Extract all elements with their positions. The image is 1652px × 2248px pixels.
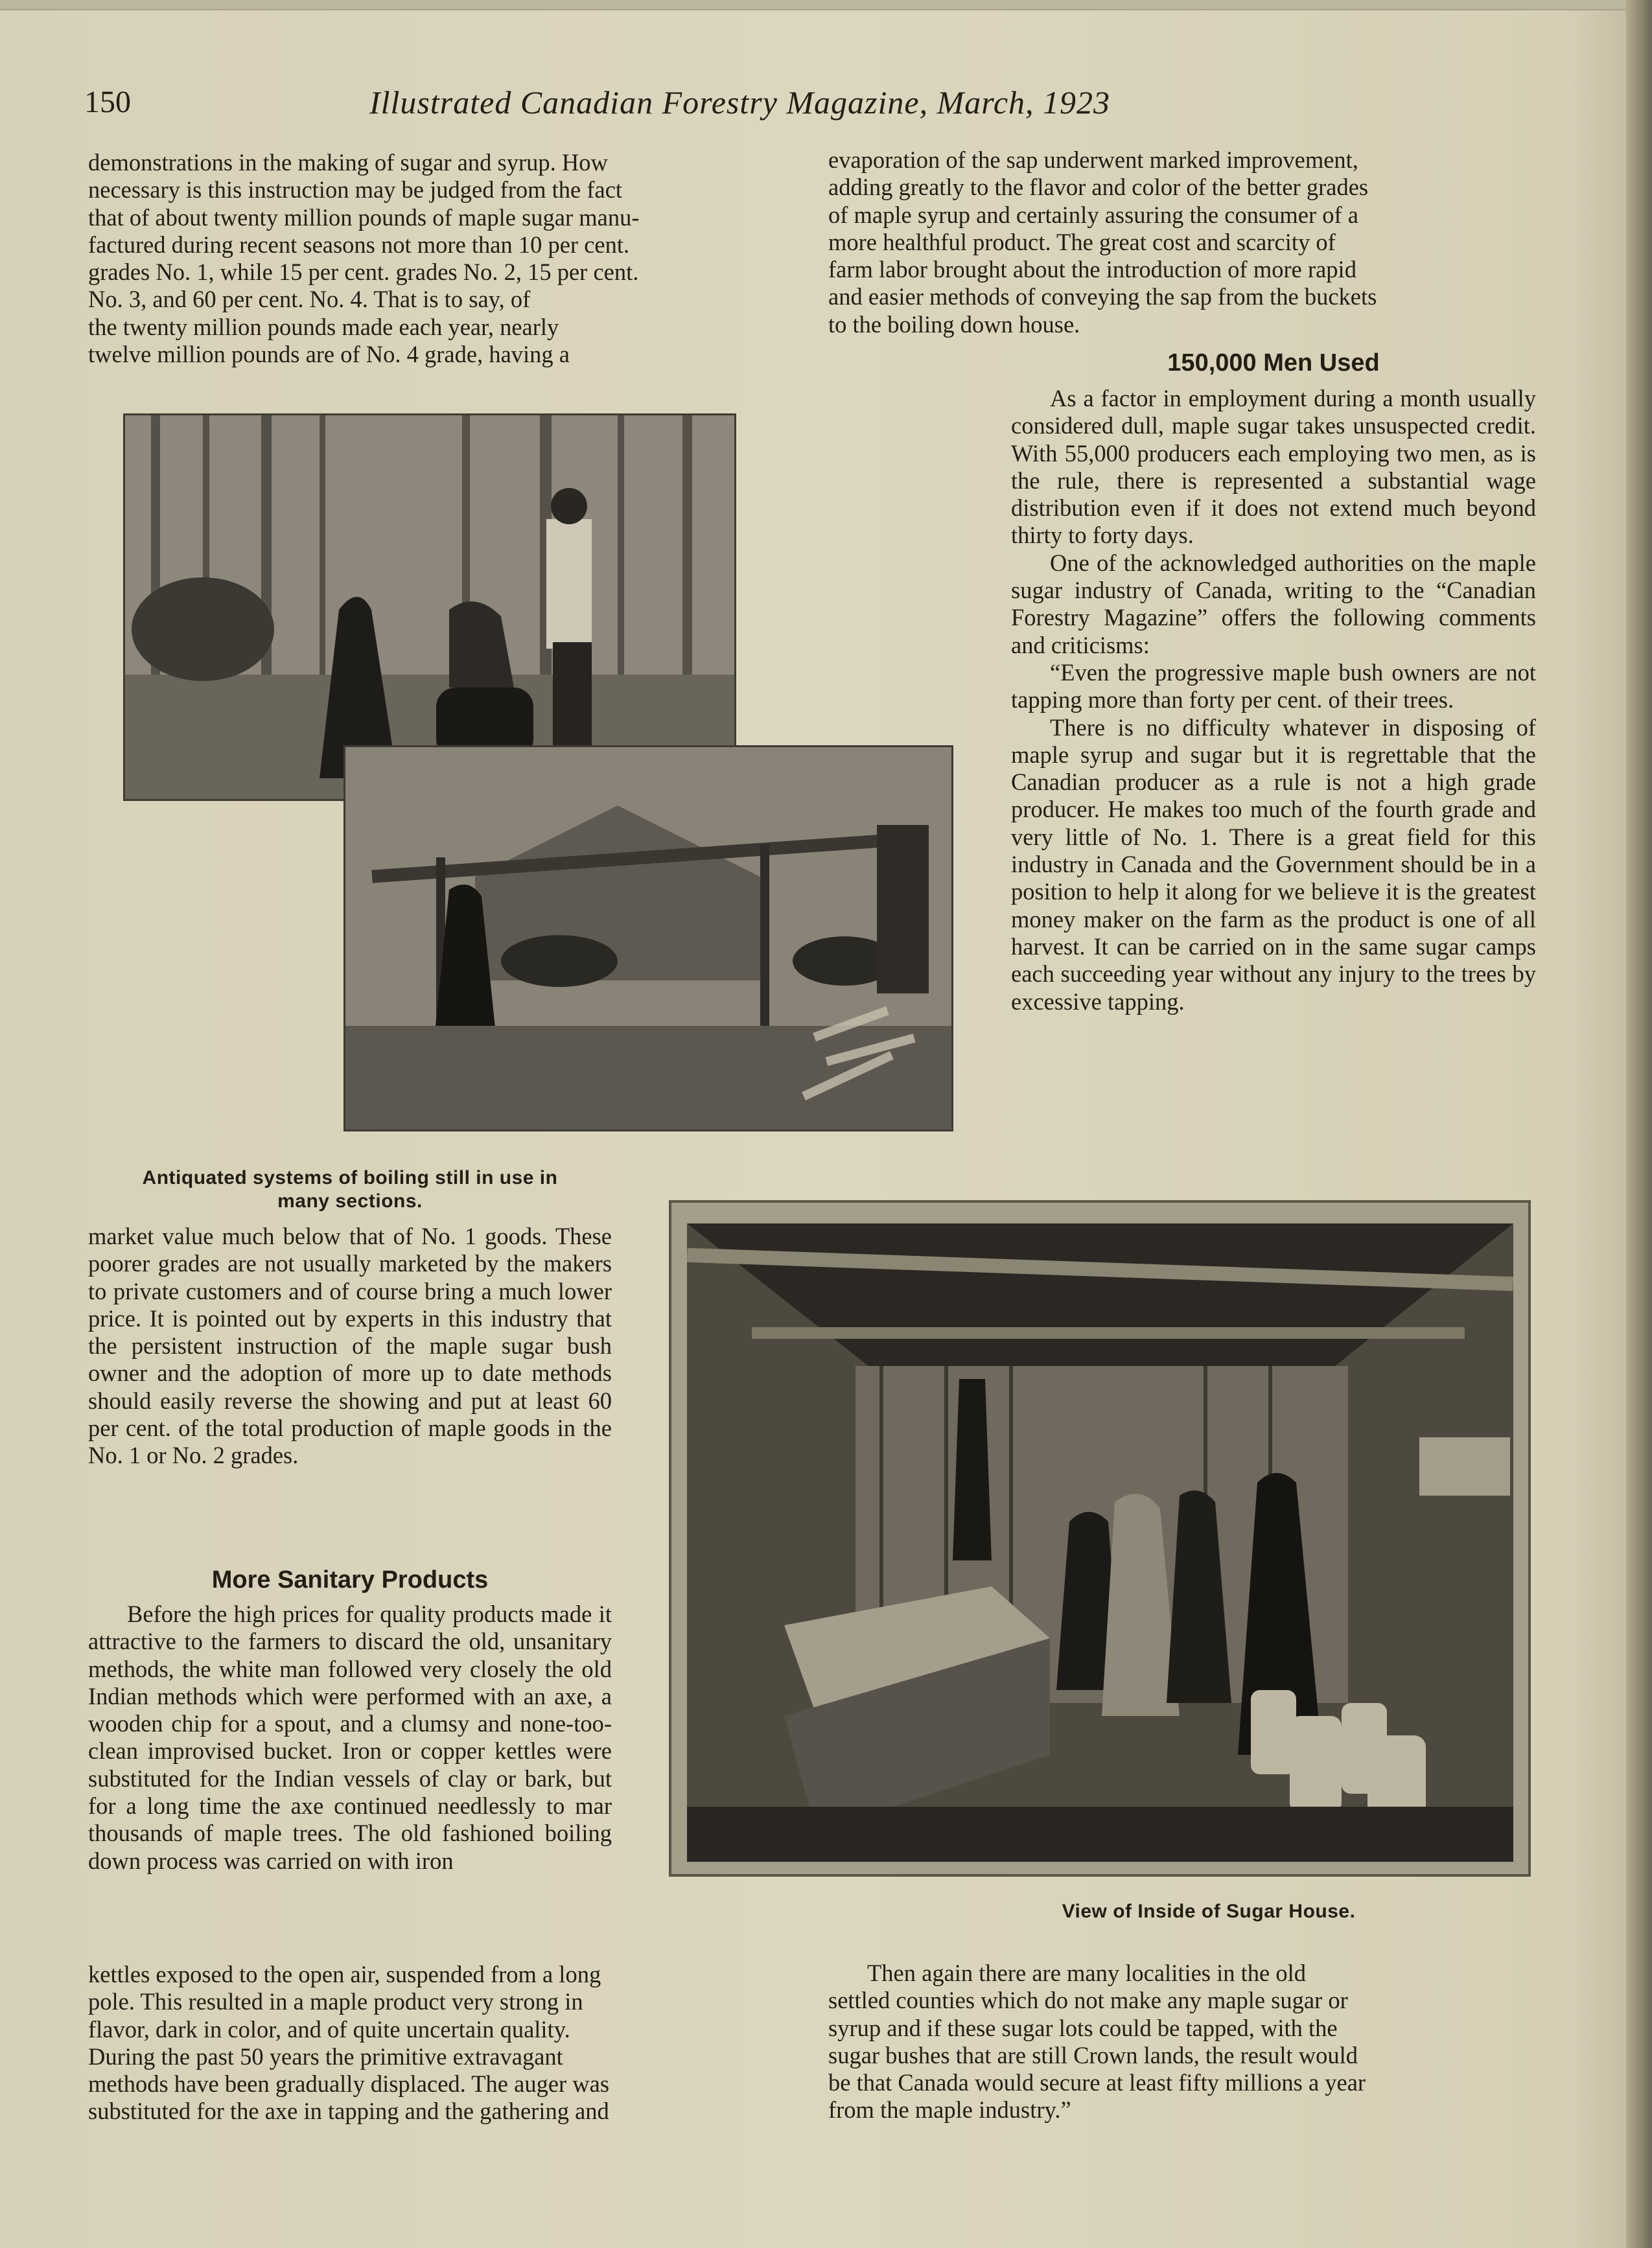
caption-boiling-photos bbox=[84, 1166, 616, 1213]
paragraph: As a factor in employment during a month usually considered dull, maple sugar takes unsuspected credit. With 55,000 producers each employing two men, as is the rule, there is represented a substantial wage distribution even if it does not extend much beyond thirty to forty days. bbox=[1011, 385, 1536, 549]
photo-kettles-on-pole bbox=[343, 745, 953, 1131]
photo-sugar-house-interior-art bbox=[687, 1223, 1513, 1862]
text-line: pole. This resulted in a maple product very strong in bbox=[88, 1988, 583, 2015]
text-line: syrup and if these sugar lots could be tapped, with the bbox=[828, 2014, 1338, 2041]
running-title: Illustrated Canadian Forestry Magazine, March, 1923 bbox=[369, 84, 1111, 121]
text-line: of maple syrup and certainly assuring the consumer of a bbox=[828, 201, 1358, 228]
left-column-lower bbox=[88, 1601, 612, 1875]
photo-kettles-on-pole-art bbox=[345, 747, 951, 1130]
text-line: factured during recent seasons not more than 10 per cent. bbox=[88, 231, 630, 258]
text-line: sugar bushes that are still Crown lands, the result would bbox=[828, 2041, 1358, 2068]
text-line: demonstrations in the making of sugar and syrup. How bbox=[88, 149, 608, 176]
paragraph: There is no difficulty whatever in disposing of maple syrup and sugar but it is regrettable that the Canadian producer as a rule is not a high grade producer. He makes too much of the fourth grade and very little of No. 1. There is a great field for this industry in Canada and the Government should be in a position to help it along for we believe it is the greatest money maker on the farm as the product is one of all harvest. It can be carried on in the same sugar camps each succeeding year without any injury to the trees by excessive tapping. bbox=[1011, 713, 1536, 1015]
paragraph: market value much below that of No. 1 goods. These poorer grades are not usually marketed by the makers to private customers and of course bring a much lower price. It is pointed out by experts in this industry that the persistent instruction of the maple sugar bush owner and the adoption of more up to date methods should easily reverse the showing and put at least 60 per cent. of the total production of maple goods in the No. 1 or No. 2 grades. bbox=[88, 1223, 612, 1469]
text-line: be that Canada would secure at least fifty millions a year bbox=[828, 2069, 1366, 2096]
text-line: flavor, dark in color, and of quite uncertain quality. bbox=[88, 2015, 570, 2043]
paragraph: “Even the progressive maple bush owners are not tapping more than forty per cent. of their trees. bbox=[1011, 658, 1536, 713]
caption-sugar-house: View of Inside of Sugar House. bbox=[1062, 1901, 1356, 1922]
left-column-middle bbox=[88, 1223, 612, 1470]
text-line: necessary is this instruction may be judged from the fact bbox=[88, 176, 623, 203]
text-line: No. 3, and 60 per cent. No. 4. That is to say, of bbox=[88, 286, 531, 313]
text-line: and easier methods of conveying the sap from the buckets bbox=[828, 283, 1377, 310]
right-column-middle bbox=[1011, 385, 1536, 1015]
left-column-bottom bbox=[88, 1961, 795, 2126]
text-line: kettles exposed to the open air, suspended from a long bbox=[88, 1961, 601, 1987]
page-top-edge bbox=[0, 0, 1652, 10]
left-column-top bbox=[88, 149, 795, 368]
text-line: twelve million pounds are of No. 4 grade, having a bbox=[88, 341, 570, 368]
binding-edge bbox=[1626, 0, 1652, 2248]
photo-boiling-in-woods-art bbox=[125, 415, 734, 799]
text-line: the twenty million pounds made each year, nearly bbox=[88, 313, 559, 340]
text-line: adding greatly to the flavor and color of the better grades bbox=[828, 174, 1369, 201]
text-line: settled counties which do not make any maple sugar or bbox=[828, 1987, 1348, 2014]
photo-boiling-in-woods bbox=[123, 413, 736, 801]
photo-sugar-house-interior bbox=[687, 1223, 1513, 1862]
caption-line: Antiquated systems of boiling still in use in bbox=[142, 1167, 558, 1188]
text-line: methods have been gradually displaced. The auger was bbox=[88, 2070, 610, 2098]
text-line: grades No. 1, while 15 per cent. grades No. 2, 15 per cent. bbox=[88, 259, 639, 286]
section-heading-men-used: 150,000 Men Used bbox=[1167, 349, 1380, 377]
text-line: to the boiling down house. bbox=[828, 310, 1080, 338]
text-line: substituted for the axe in tapping and the gathering and bbox=[88, 2098, 609, 2125]
page-number: 150 bbox=[84, 85, 131, 119]
paragraph: One of the acknowledged authorities on the maple sugar industry of Canada, writing to the “Canadian Forestry Magazine” offers the following comments and criticisms: bbox=[1011, 549, 1536, 658]
paragraph: Before the high prices for quality products made it attractive to the farmers to discard the old, unsanitary methods, the white man followed very closely the old Indian methods which were performed with an axe, a wooden chip for a spout, and a clumsy and none-too-clean improvised bucket. Iron or copper kettles were substituted for the Indian vessels of clay or bark, but for a long time the axe continued needlessly to mar thousands of maple trees. The old fashioned boiling down process was carried on with iron bbox=[88, 1601, 612, 1874]
text-line: from the maple industry.” bbox=[828, 2096, 1071, 2124]
right-column-bottom bbox=[828, 1960, 1536, 2124]
caption-line: many sections. bbox=[277, 1190, 423, 1212]
text-line: more healthful product. The great cost and scarcity of bbox=[828, 228, 1336, 255]
page-header bbox=[84, 83, 1549, 128]
right-column-top bbox=[828, 146, 1536, 338]
text-line: that of about twenty million pounds of maple sugar manu- bbox=[88, 203, 640, 231]
text-line: Then again there are many localities in the old bbox=[867, 1960, 1307, 1986]
section-heading-sanitary-products: More Sanitary Products bbox=[211, 1566, 489, 1593]
text-line: farm labor brought about the introduction of more rapid bbox=[828, 256, 1356, 283]
text-line: During the past 50 years the primitive extravagant bbox=[88, 2043, 563, 2070]
text-line: evaporation of the sap underwent marked improvement, bbox=[828, 146, 1358, 173]
